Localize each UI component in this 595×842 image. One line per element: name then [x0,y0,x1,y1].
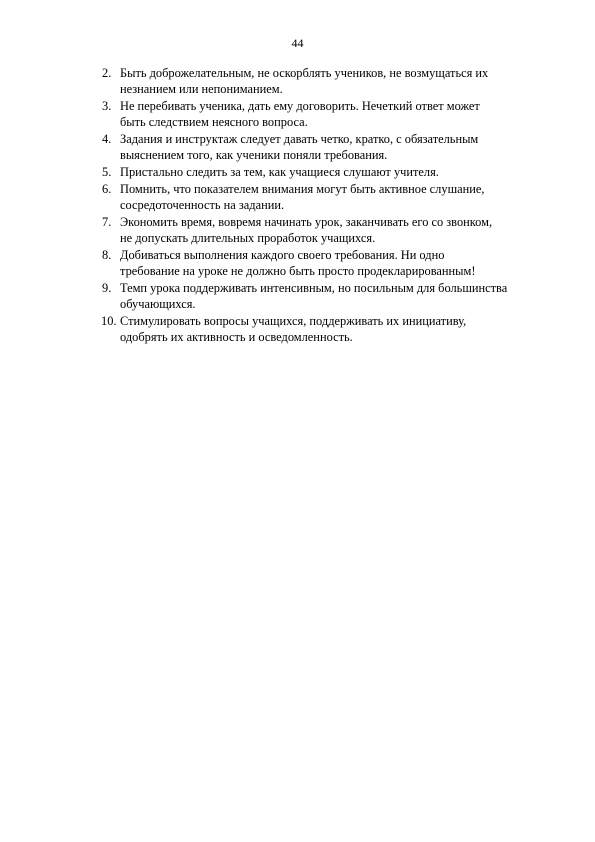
list-item [102,132,564,164]
list-item-text-line-1: Задания и инструктаж следует давать четко, кратко, с обязательным [120,132,479,146]
list-item [102,248,564,280]
list-item-number: 4. [102,132,112,146]
list-item-text-line-1: Экономить время, вовремя начинать урок, заканчивать его со звонком, [120,215,493,230]
list-item-number: 6. [102,182,112,197]
page-number: 44 [291,36,304,50]
list-item [102,99,564,131]
list-item-number: 9. [102,281,112,296]
list-item-number: 7. [102,215,112,230]
recommendations-list [102,66,564,347]
list-item-number: 8. [102,248,112,263]
list-item [102,165,564,181]
list-item-text-line-1: Стимулировать вопросы учащихся, поддерживать их инициативу, [120,314,467,329]
list-item [102,215,564,247]
list-item-text-line-2: выяснением того, как ученики поняли требования. [120,147,388,162]
list-item-number: 2. [102,66,112,80]
list-item-text-line-1: Не перебивать ученика, дать ему договорить. Нечеткий ответ может [120,99,480,113]
list-item-number: 10. [101,314,117,329]
list-item-text-line-1: Добиваться выполнения каждого своего требования. Ни одно [120,248,445,263]
list-item-text-line-2: не допускать длительных проработок учащихся. [120,231,376,245]
list-item [102,281,564,313]
list-item-number: 3. [102,99,112,113]
list-item-number: 5. [102,165,112,179]
list-item [102,314,564,346]
list-item-text-line-2: быть следствием неясного вопроса. [120,114,308,129]
list-item-text-line-1: Пристально следить за тем, как учащиеся слушают учителя. [120,165,439,179]
list-item [102,66,564,98]
list-item-text-line-1: Темп урока поддерживать интенсивным, но посильным для большинства [120,281,508,296]
list-item-text-line-1: Быть доброжелательным, не оскорблять учеников, не возмущаться их [120,66,489,80]
list-item-text-line-2: требование на уроке не должно быть просто продекларированным! [120,264,476,278]
list-item-text-line-2: незнанием или непониманием. [120,81,283,96]
list-item-text-line-2: обучающихся. [120,297,196,311]
list-item [102,182,564,214]
list-item-text-line-2: одобрять их активность и осведомленность. [120,330,353,344]
list-item-text-line-2: сосредоточенность на задании. [120,198,285,212]
list-item-text-line-1: Помнить, что показателем внимания могут быть активное слушание, [120,182,485,197]
